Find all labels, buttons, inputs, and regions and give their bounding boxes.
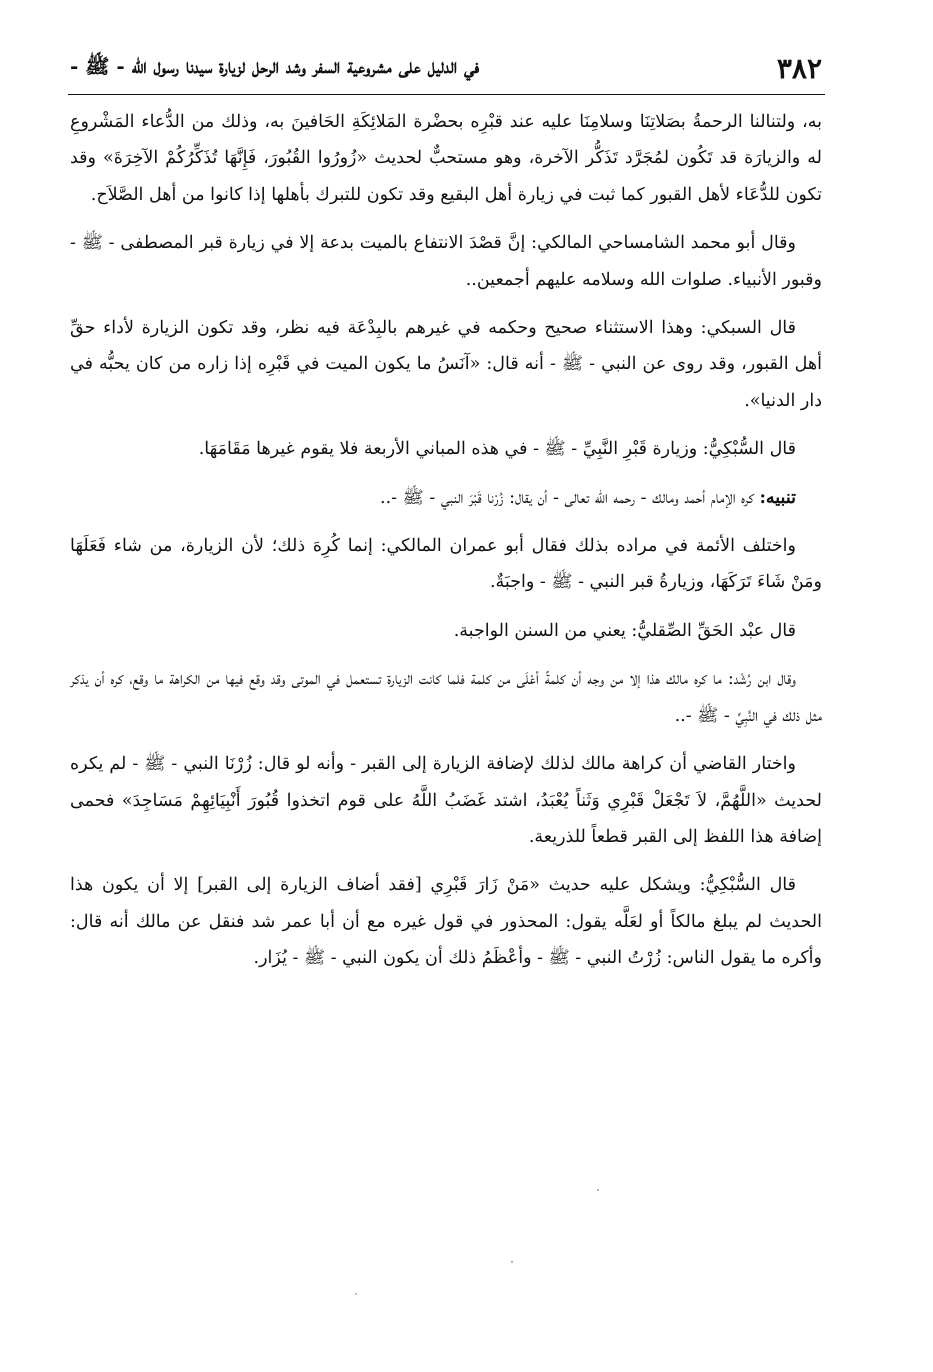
paragraph (70, 310, 822, 419)
paragraph-text: قال عبْد الحَقِّ الصِّقليُّ: يعني من السنن الواجبة. (453, 620, 796, 641)
paragraph-text: واختلف الأئمة في مراده بذلك فقال أبو عمران المالكي: إنما كُرِهَ ذلك؛ لأن الزيارة، من شاء فَعَلَهَا ومَنْ شَاءَ تَرَكَهَا، وزيارةُ قبر النبي - ﷺ - واجبَةٌ. (70, 536, 822, 593)
header-rule (68, 94, 825, 95)
paragraph-text: به، ولتنالنا الرحمةُ بصَلاتِنَا وسلامِنَا عليه عند قبْرِه بحضْرة المَلائِكَةِ الحَافينَ به، وذلك من الدُّعاء المَشْروعِ له والزيارَة قد تَكُون لمُجَرَّد تَذَكُّر الآخرة، وهو مستحبٌّ لحديث «زُورُوا القُبُورَ، فَإِنَّهَا تُذَكِّرُكُمْ الآخِرَةَ» وقد تكون للدُّعَاء لأهل القبور كما ثبت في زيارة أهل البقيع وقد تكون للتبرك بأهلها إذا كانوا من أهل الصَّلاَح. (70, 112, 822, 205)
paragraph (70, 104, 822, 213)
paragraph-text: قال السُّبْكِيُّ: ويشكل عليه حديث «مَنْ زَارَ قَبْرِي [فقد أضاف الزيارة إلى القبر] إلا أن يكون هذا الحديث لم يبلغ مالكاً أو لعَلَّه يقول: المحذور في قول غيره مع أن أبا عمر شد فنقل عن مالك أنه قال: وأكره ما يقول الناس: زُرْتُ النبي - ﷺ - وأعْظَمُ ذلك أن يكون النبي - ﷺ - يُزَار. (70, 875, 822, 969)
scan-speck (355, 1293, 357, 1295)
paragraph (70, 431, 822, 467)
paragraph (70, 661, 822, 734)
paragraph-text: وقال ابن رُشْد: ما كره مالك هذا إلا من وجه أن كلمةً أعْلَى من كلمة فلما كانت الزيارة تستعمل في الموتى وقد وقع فيها من الكراهة ما وقع، كره أن يذكر مثل ذلك في النَّبِيِّ - ﷺ -.. (70, 669, 822, 726)
scan-speck (511, 1261, 513, 1263)
running-title: في الدليل على مشروعية السفر وشد الرحل لزيارة سيدنا رسول الله - ﷺ - (70, 53, 480, 78)
paragraph (70, 528, 822, 601)
scan-speck (597, 1189, 599, 1191)
page-number: ٣٨٢ (776, 51, 822, 85)
note-label: تنبيه: (759, 487, 796, 508)
paragraph-text: وقال أبو محمد الشامساحي المالكي: إنَّ قصْدَ الانتفاع بالميت بدعة إلا في زيارة قبر المصطفى - ﷺ - وقبور الأنبياء. صلوات الله وسلامه عليهم أجمعين.. (70, 233, 822, 290)
paragraph (70, 746, 822, 855)
paragraph-text: واختار القاضي أن كراهة مالك لذلك لإضافة الزيارة إلى القبر - وأنه لو قال: زُرْنَا النبي - ﷺ - لم يكره لحديث «اللَّهُمَّ، لاَ تَجْعَلْ قَبْرِي وَثَناً يُعْبَدُ، اشتد غَضَبُ اللَّهُ على قوم اتخذوا قُبُورَ أَنْبِيَائِهِمْ مَسَاجِدَ» فحمى إضافة هذا اللفظ إلى القبر قطعاً للذريعة. (70, 754, 822, 847)
paragraph (70, 480, 822, 516)
page-body (70, 104, 822, 989)
page-header (70, 48, 822, 88)
paragraph-text: قال السُّبْكِيُّ: وزيارة قَبْرِ النَّبِيِّ - ﷺ - في هذه المباني الأربعة فلا يقوم غيرها مَقَامَهَا. (198, 439, 796, 460)
paragraph-text: كره الإمام أحمد ومالك - رحمه الله تعالى - أن يقال: زُرْنا قَبْرَ النبي - ﷺ -.. (380, 487, 760, 508)
paragraph (70, 867, 822, 976)
paragraph (70, 613, 822, 649)
paragraph (70, 225, 822, 298)
paragraph-text: قال السبكي: وهذا الاستثناء صحيح وحكمه في غيرهم بالبِدْعَة فيه نظر، وقد تكون الزيارة لأداء حقِّ أهل القبور، وقد روى عن النبي - ﷺ - أنه قال: «آنَسُ ما يكون الميت في قَبْرِه إذا زاره من كان يحبُّه في دار الدنيا». (70, 318, 822, 411)
